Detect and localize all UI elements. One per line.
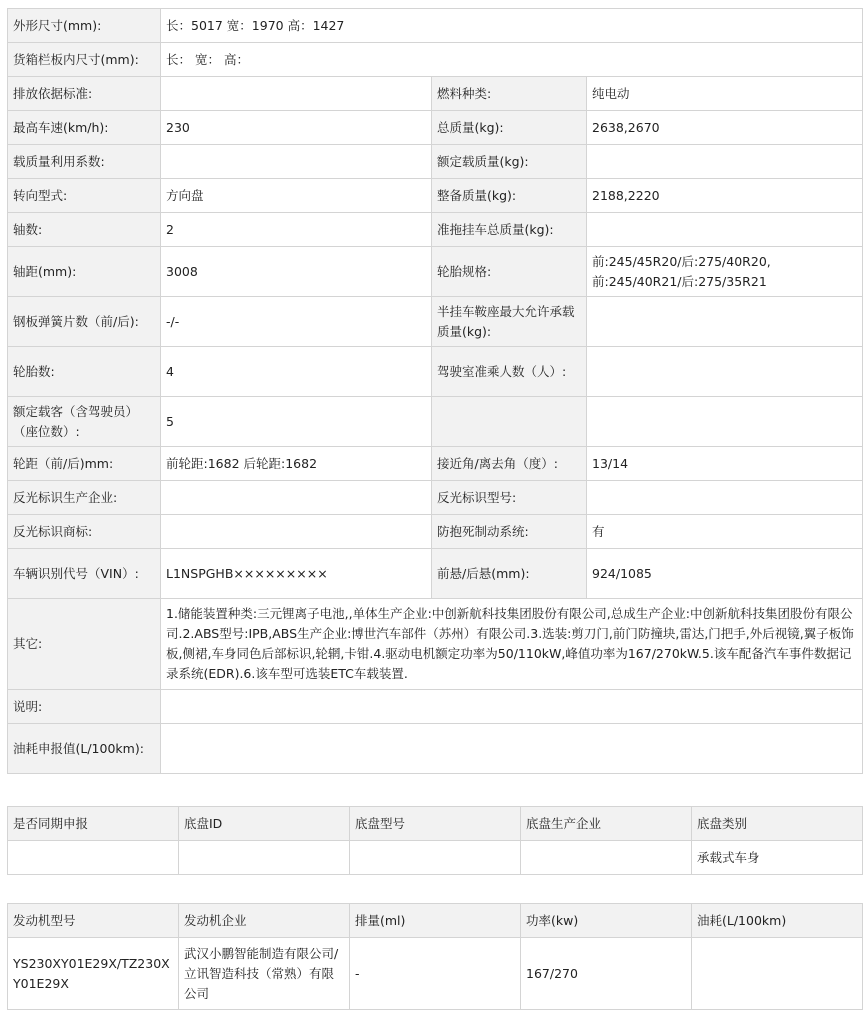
spec-label: 轮胎规格: — [432, 247, 587, 297]
spec-row — [8, 213, 863, 247]
spec-value: 前轮距:1682 后轮距:1682 — [161, 447, 432, 481]
table-cell — [350, 841, 521, 875]
spec-label — [432, 397, 587, 447]
spec-label: 转向型式: — [8, 179, 161, 213]
column-header: 发动机型号 — [8, 904, 179, 938]
vehicle-spec-table — [7, 8, 863, 774]
spec-row — [8, 447, 863, 481]
spec-label: 其它: — [8, 599, 161, 690]
table-cell — [179, 841, 350, 875]
engine-header-row — [8, 904, 863, 938]
spec-value — [587, 397, 863, 447]
spec-label: 接近角/离去角（度）: — [432, 447, 587, 481]
spec-row-dimensions — [8, 9, 863, 43]
engine-table — [7, 903, 863, 1010]
spec-value: 924/1085 — [587, 549, 863, 599]
spec-value — [587, 213, 863, 247]
table-cell: YS230XY01E29X/TZ230XY01E29X — [8, 938, 179, 1010]
spec-row — [8, 179, 863, 213]
spec-value: 长：5017 宽：1970 高：1427 — [161, 9, 863, 43]
spec-label: 半挂车鞍座最大允许承载质量(kg): — [432, 297, 587, 347]
spec-value — [587, 481, 863, 515]
spec-label: 钢板弹簧片数（前/后): — [8, 297, 161, 347]
spec-row — [8, 397, 863, 447]
table-row — [8, 938, 863, 1010]
spec-value: -/- — [161, 297, 432, 347]
column-header: 底盘类别 — [692, 807, 863, 841]
spec-row — [8, 77, 863, 111]
spec-label: 载质量利用系数: — [8, 145, 161, 179]
column-header: 排量(ml) — [350, 904, 521, 938]
spec-row — [8, 515, 863, 549]
table-cell — [8, 841, 179, 875]
spec-value: 长： 宽： 高： — [161, 43, 863, 77]
table-cell: - — [350, 938, 521, 1010]
spec-value — [161, 724, 863, 774]
spec-label: 整备质量(kg): — [432, 179, 587, 213]
column-header: 底盘型号 — [350, 807, 521, 841]
column-header: 底盘生产企业 — [521, 807, 692, 841]
spec-value: 2 — [161, 213, 432, 247]
spec-label: 轴距(mm): — [8, 247, 161, 297]
spec-value — [161, 690, 863, 724]
spec-value: 5 — [161, 397, 432, 447]
column-header: 油耗(L/100km) — [692, 904, 863, 938]
table-cell: 武汉小鹏智能制造有限公司/立讯智造科技（常熟）有限公司 — [179, 938, 350, 1010]
spec-row — [8, 111, 863, 145]
spec-value: 有 — [587, 515, 863, 549]
spec-label: 准拖挂车总质量(kg): — [432, 213, 587, 247]
spec-label: 反光标识型号: — [432, 481, 587, 515]
spec-row — [8, 297, 863, 347]
spec-label: 说明: — [8, 690, 161, 724]
spec-value: 230 — [161, 111, 432, 145]
spec-row — [8, 247, 863, 297]
spec-value — [161, 77, 432, 111]
column-header: 发动机企业 — [179, 904, 350, 938]
spec-row — [8, 549, 863, 599]
spec-value — [161, 145, 432, 179]
spec-value: 3008 — [161, 247, 432, 297]
column-header: 是否同期申报 — [8, 807, 179, 841]
spec-value — [587, 347, 863, 397]
spec-row-other — [8, 599, 863, 690]
spec-label: 总质量(kg): — [432, 111, 587, 145]
spec-label: 防抱死制动系统: — [432, 515, 587, 549]
spec-value — [587, 145, 863, 179]
spec-label: 前悬/后悬(mm): — [432, 549, 587, 599]
table-cell: 承载式车身 — [692, 841, 863, 875]
table-row — [8, 841, 863, 875]
spec-label: 燃料种类: — [432, 77, 587, 111]
spec-label: 反光标识生产企业: — [8, 481, 161, 515]
spec-row — [8, 145, 863, 179]
spec-label: 额定载质量(kg): — [432, 145, 587, 179]
spec-label: 额定载客（含驾驶员）（座位数）: — [8, 397, 161, 447]
spec-value: 4 — [161, 347, 432, 397]
spec-label: 反光标识商标: — [8, 515, 161, 549]
column-header: 功率(kw) — [521, 904, 692, 938]
chassis-table — [7, 806, 863, 875]
spec-row-note — [8, 690, 863, 724]
spec-label: 轮胎数: — [8, 347, 161, 397]
spec-row — [8, 347, 863, 397]
spec-row — [8, 481, 863, 515]
spec-label: 油耗申报值(L/100km): — [8, 724, 161, 774]
spec-value: 2638,2670 — [587, 111, 863, 145]
spec-label: 最高车速(km/h): — [8, 111, 161, 145]
spec-row-fuel — [8, 724, 863, 774]
spec-value: L1NSPGHB××××××××× — [161, 549, 432, 599]
spec-label: 外形尺寸(mm): — [8, 9, 161, 43]
spec-value — [161, 481, 432, 515]
spec-label: 车辆识别代号（VIN）: — [8, 549, 161, 599]
spec-label: 轮距（前/后)mm: — [8, 447, 161, 481]
chassis-header-row — [8, 807, 863, 841]
table-cell — [692, 938, 863, 1010]
table-cell: 167/270 — [521, 938, 692, 1010]
spec-value: 纯电动 — [587, 77, 863, 111]
spec-value: 方向盘 — [161, 179, 432, 213]
spec-label: 驾驶室准乘人数（人）: — [432, 347, 587, 397]
spec-value — [161, 515, 432, 549]
spec-row-cargo-box — [8, 43, 863, 77]
spec-label: 轴数: — [8, 213, 161, 247]
spec-value: 2188,2220 — [587, 179, 863, 213]
column-header: 底盘ID — [179, 807, 350, 841]
spec-label: 排放依据标准: — [8, 77, 161, 111]
spec-value: 前:245/45R20/后:275/40R20,前:245/40R21/后:275/35R21 — [587, 247, 863, 297]
table-cell — [521, 841, 692, 875]
spec-value: 13/14 — [587, 447, 863, 481]
spec-other-value: 1.储能装置种类:三元锂离子电池,,单体生产企业:中创新航科技集团股份有限公司,总成生产企业:中创新航科技集团股份有限公司.2.ABS型号:IPB,ABS生产企业:博世汽车部件（苏州）有限公司.3.选装:剪刀门,前门防撞块,雷达,门把手,外后视镜,翼子板饰板,侧裙,车身同色后部标识,轮辋,卡钳.4.驱动电机额定功率为50/110kW,峰值功率为167/270kW.5.该车配备汽车事件数据记录系统(EDR).6.该车型可选装ETC车载装置. — [161, 599, 863, 690]
spec-label: 货箱栏板内尺寸(mm): — [8, 43, 161, 77]
spec-value — [587, 297, 863, 347]
